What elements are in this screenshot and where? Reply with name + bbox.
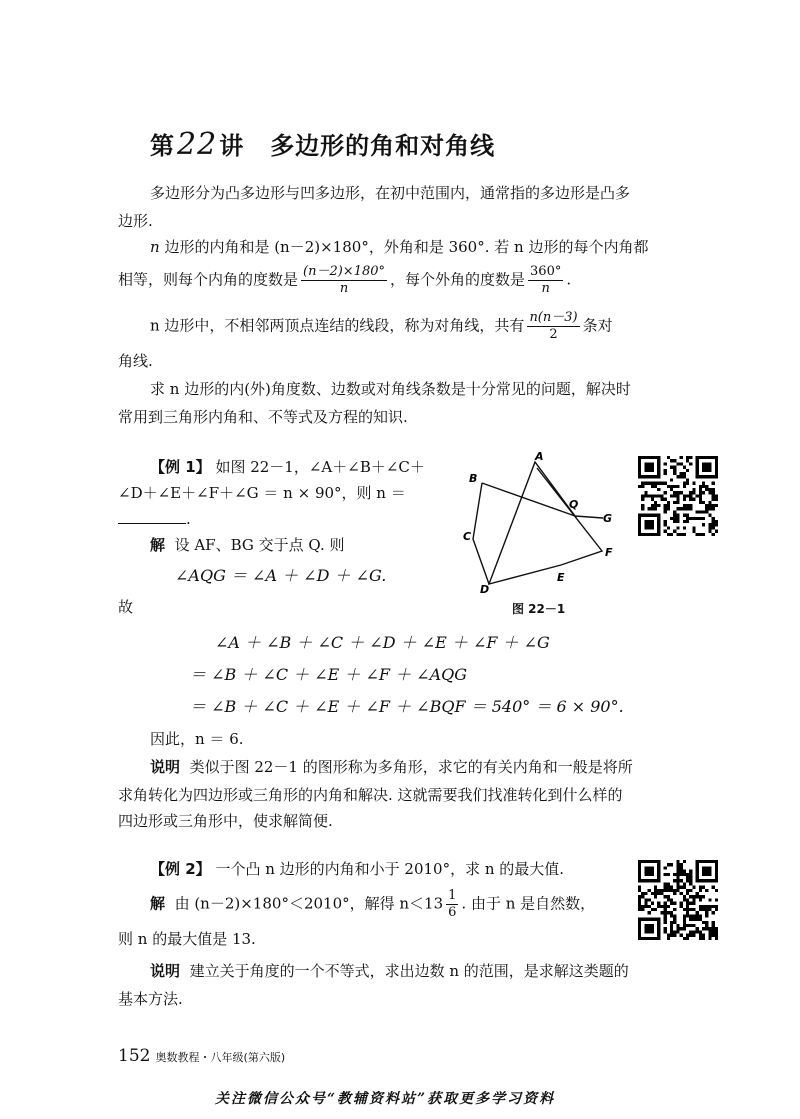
left-sides bbox=[473, 483, 489, 584]
example2-solution-line-2: 则 n 的最大值是 13. bbox=[118, 930, 256, 948]
intro-line-3: n 边形的内角和是 (n－2)×180°，外角和是 360°. 若 n 边形的每个内角都 bbox=[150, 238, 649, 256]
qr-code[interactable] bbox=[638, 456, 718, 536]
qr-code[interactable] bbox=[638, 860, 718, 940]
example1-label: 【例 1】 bbox=[150, 458, 211, 476]
bottom-watermark-note: 关注微信公众号“教辅资料站”获取更多学习资料 bbox=[215, 1091, 556, 1107]
side-qg bbox=[575, 516, 603, 518]
star-path bbox=[482, 462, 602, 584]
figure-22-1 bbox=[455, 448, 640, 598]
page-number: 152 bbox=[118, 1046, 151, 1066]
example2-note-line-1: 说明 建立关于角度的一个不等式，求出边数 n 的范围，是求解这类题的 bbox=[150, 962, 629, 980]
answer-blank bbox=[118, 509, 186, 524]
point-d-label: D bbox=[480, 583, 490, 596]
solution-label: 解 bbox=[150, 536, 166, 554]
note-label: 说明 bbox=[150, 758, 181, 776]
point-b-label: B bbox=[469, 472, 478, 485]
example1-conclusion: 因此，n ＝ 6. bbox=[150, 730, 244, 748]
point-f-label: F bbox=[605, 546, 613, 559]
solution-label: 解 bbox=[150, 894, 166, 913]
point-q-label: Q bbox=[569, 498, 579, 511]
exterior-angle-fraction: $\frac{360^\circ}{n}$ bbox=[530, 264, 562, 296]
point-e-label: E bbox=[557, 571, 565, 584]
example1-eq-1: ∠AQG ＝ ∠A ＋ ∠D ＋ ∠G. bbox=[175, 566, 387, 585]
figure-caption: 图 22－1 bbox=[512, 602, 566, 616]
intro-line-2: 边形. bbox=[118, 212, 153, 230]
example1-eq-3: ＝ ∠B ＋ ∠C ＋ ∠E ＋ ∠F ＋ ∠AQG bbox=[190, 665, 468, 684]
example2-solution-line-1: 解 由 (n－2)×180°＜2010°，解得 n＜13 $\frac{1}{6}$ . 由于 n 是自然数， bbox=[150, 888, 596, 920]
intro-line-8: 常用到三角形内角和、不等式及方程的知识. bbox=[118, 408, 408, 426]
point-g-label: G bbox=[603, 512, 613, 525]
point-c-label: C bbox=[463, 530, 472, 543]
example1-note-line-2: 求角转化为四边形或三角形的内角和解决. 这就需要我们找准转化到什么样的 bbox=[118, 786, 623, 804]
note-label: 说明 bbox=[150, 962, 181, 980]
diagonal-count-fraction: $\frac{n(n-3)}{2}$ bbox=[529, 310, 578, 342]
interior-angle-fraction: $\frac{(n-2)\times 180^\circ}{n}$ bbox=[303, 264, 386, 296]
example1-question-line-2: ∠D＋∠E＋∠F＋∠G ＝ n × 90°，则 n ＝ bbox=[118, 484, 406, 502]
example1-solution-line-1: 解 设 AF、BG 交于点 Q. 则 bbox=[150, 536, 345, 554]
intro-line-6: 角线. bbox=[118, 352, 153, 370]
example2-note-line-2: 基本方法. bbox=[118, 990, 183, 1008]
intro-line-4: 相等，则每个内角的度数是 $\frac{(n-2)\times 180^\circ}{n}$ ，每个外角的度数是 $\frac{360^\circ}{n}$ . bbox=[118, 264, 572, 296]
example1-eq-2: ∠A ＋ ∠B ＋ ∠C ＋ ∠D ＋ ∠E ＋ ∠F ＋ ∠G bbox=[215, 633, 550, 652]
example1-question-line-3: . bbox=[118, 504, 191, 534]
book-title: 奥数教程・八年级(第六版) bbox=[155, 1051, 286, 1064]
intro-line-1: 多边形分为凸多边形与凹多边形，在初中范围内，通常指的多边形是凸多 bbox=[150, 184, 631, 202]
lecture-number: 22 bbox=[177, 127, 218, 162]
example2-question: 【例 2】 一个凸 n 边形的内角和小于 2010°，求 n 的最大值. bbox=[150, 860, 565, 878]
example1-question-line-1: 【例 1】 如图 22－1，∠A＋∠B＋∠C＋ bbox=[150, 458, 425, 476]
page-title: 第22讲 多边形的角和对角线 bbox=[150, 127, 496, 162]
intro-line-5: n 边形中，不相邻两顶点连结的线段，称为对角线，共有 $\frac{n(n-3)}{2}$ 条对 bbox=[150, 310, 613, 342]
example1-note-line-1: 说明 类似于图 22－1 的图形称为多角形，求它的有关内角和一般是将所 bbox=[150, 758, 633, 776]
example1-eq-4: ＝ ∠B ＋ ∠C ＋ ∠E ＋ ∠F ＋ ∠BQF ＝ 540° ＝ 6 × 90°. bbox=[190, 697, 624, 716]
intro-line-7: 求 n 边形的内(外)角度数、边数或对角线条数是十分常见的问题，解决时 bbox=[150, 380, 631, 398]
example2-label: 【例 2】 bbox=[150, 860, 211, 878]
mixed-fraction: $\frac{1}{6}$ bbox=[448, 888, 457, 920]
page-footer bbox=[118, 1046, 285, 1066]
example1-note-line-3: 四边形或三角形中，使求解简便. bbox=[118, 812, 333, 830]
point-a-label: A bbox=[535, 450, 544, 463]
example1-gu: 故 bbox=[118, 598, 134, 616]
